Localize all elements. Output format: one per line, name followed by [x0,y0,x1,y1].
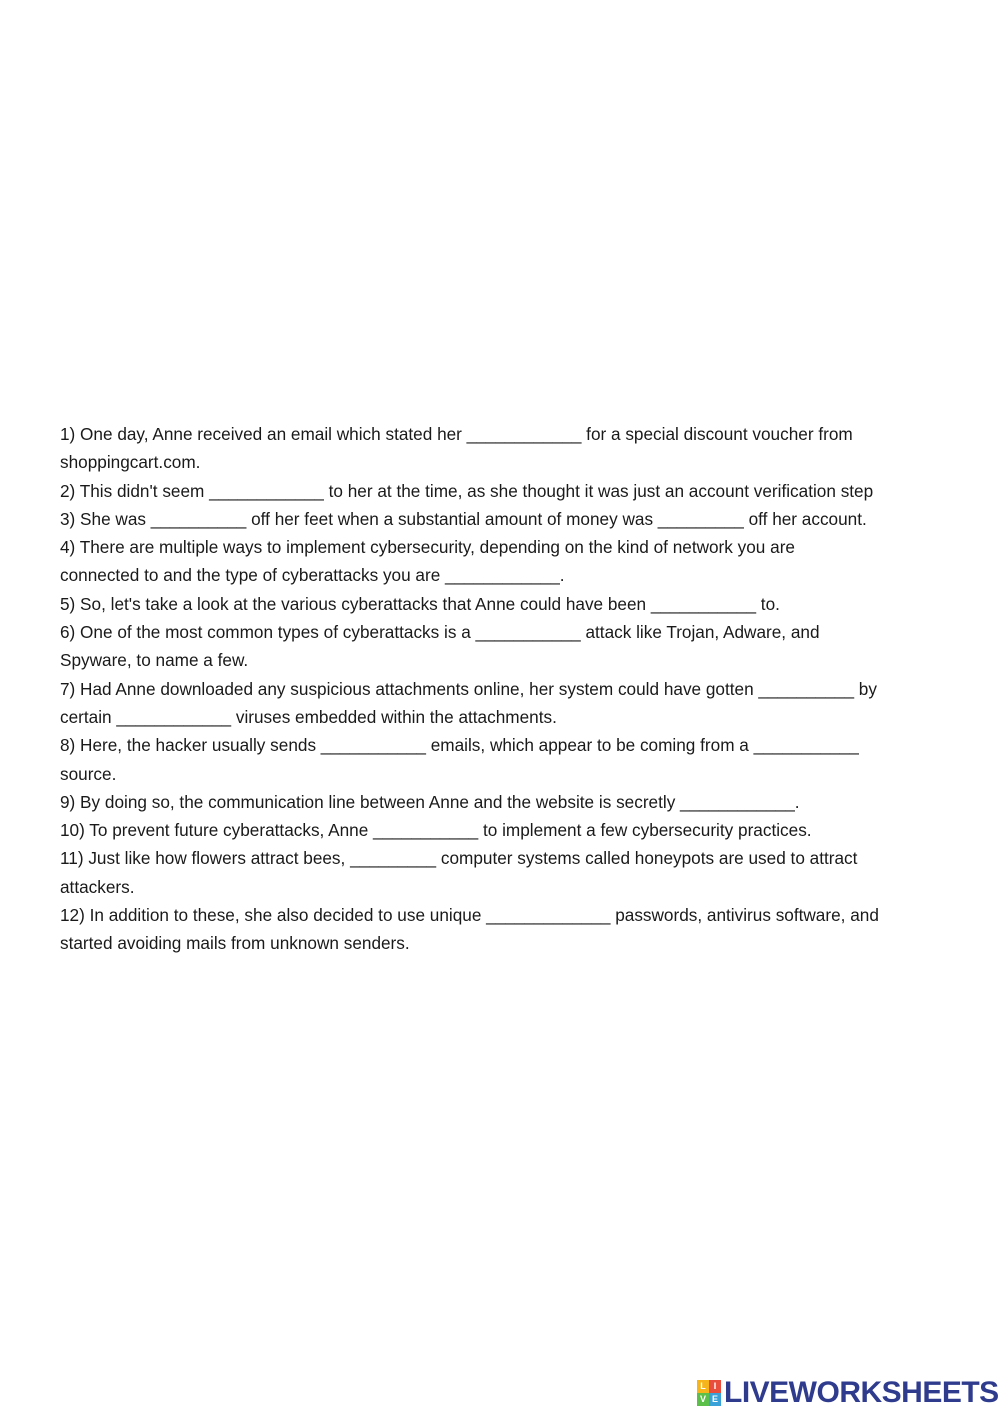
worksheet-text [60,420,960,958]
line-6: connected to and the type of cyberattacks you are ____________. [60,565,565,586]
line-9: Spyware, to name a few. [60,650,249,671]
liveworksheets-logo-icon [697,1380,721,1406]
logo-letter-l: L [697,1380,709,1393]
line-13: source. [60,763,117,784]
line-18: 12) In addition to these, she also decided to use unique _____________ passwords, antivirus software, and [60,905,879,926]
liveworksheets-brand[interactable] [697,1376,999,1410]
line-1: 1) One day, Anne received an email which stated her ____________ for a special discount voucher from [60,424,853,444]
line-10: 7) Had Anne downloaded any suspicious attachments online, her system could have gotten __________ by [60,678,877,699]
line-3: 2) This didn't seem ____________ to her at the time, as she thought it was just an account verification step [60,480,874,501]
logo-letter-e: E [709,1393,721,1406]
line-16: 11) Just like how flowers attract bees, _________ computer systems called honeypots are used to attract [60,848,858,869]
line-12: 8) Here, the hacker usually sends ___________ emails, which appear to be coming from a ___________ [60,735,859,756]
line-8: 6) One of the most common types of cyberattacks is a ___________ attack like Trojan, Adware, and [60,622,820,643]
line-4: 3) She was __________ off her feet when a substantial amount of money was _________ off her account. [60,508,867,529]
logo-letter-i: I [709,1380,721,1393]
line-14: 9) By doing so, the communication line between Anne and the website is secretly ____________. [60,791,800,812]
line-2: shoppingcart.com. [60,452,201,473]
line-5: 4) There are multiple ways to implement cybersecurity, depending on the kind of network you are [60,537,795,558]
line-7: 5) So, let's take a look at the various cyberattacks that Anne could have been ___________ to. [60,593,780,614]
line-15: 10) To prevent future cyberattacks, Anne ___________ to implement a few cybersecurity practices. [60,820,812,841]
logo-letter-v: V [697,1393,709,1406]
liveworksheets-wordmark: LIVEWORKSHEETS [724,1376,999,1409]
line-11: certain ____________ viruses embedded within the attachments. [60,706,557,727]
line-19: started avoiding mails from unknown senders. [60,933,410,954]
line-17: attackers. [60,876,135,897]
